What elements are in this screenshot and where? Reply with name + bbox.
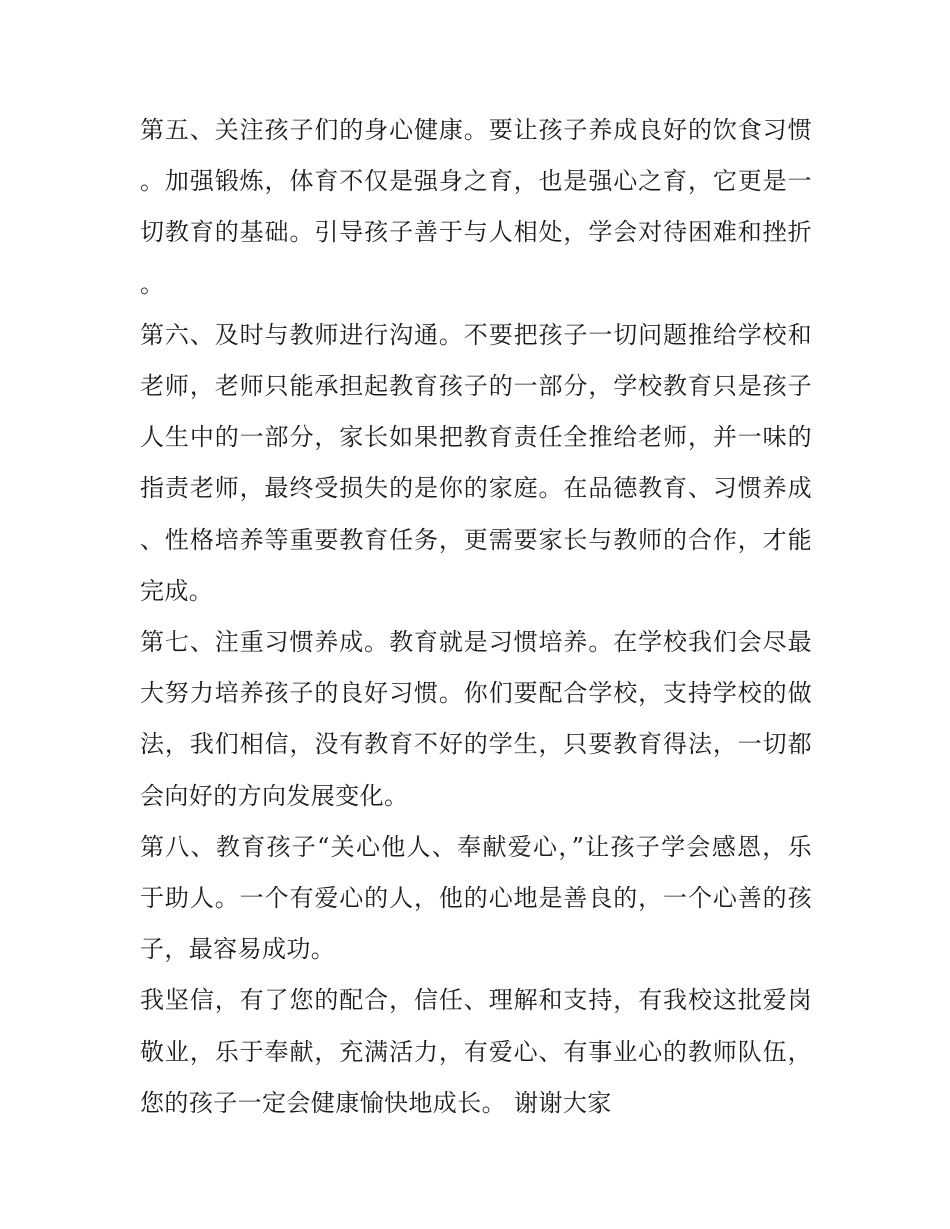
paragraph-point-six: 第六、及时与教师进行沟通。不要把孩子一切问题推给学校和老师，老师只能承担起教育孩子的一部分，学校教育只是孩子人生中的一部分，家长如果把教育责任全推给老师，并一味的指责老师，最终受损失的是你的家庭。在品德教育、习惯养成、性格培养等重要教育任务，更需要家长与教师的合作，才能完成。 [140,320,812,605]
paragraph-point-eight: 第八、教育孩子“关心他人、奉献爱心，”让孩子学会感恩，乐于助人。一个有爱心的人，他的心地是善良的，一个心善的孩子，最容易成功。 [140,832,812,964]
paragraph-closing: 我坚信，有了您的配合，信任、理解和支持，有我校这批爱岗敬业，乐于奉献，充满活力，有爱心、有事业心的教师队伍，您的孩子一定会健康愉快地成长。 谢谢大家 [140,986,812,1117]
document-body [140,105,812,1129]
paragraph-point-seven: 第七、注重习惯养成。教育就是习惯培养。在学校我们会尽最大努力培养孩子的良好习惯。你们要配合学校，支持学校的做法，我们相信，没有教育不好的学生，只要教育得法，一切都会向好的方向发展变化。 [140,628,812,810]
paragraph-point-five: 第五、关注孩子们的身心健康。要让孩子养成良好的饮食习惯。加强锻炼，体育不仅是强身之育，也是强心之育，它更是一切教育的基础。引导孩子善于与人相处，学会对待困难和挫折。 [140,116,812,298]
